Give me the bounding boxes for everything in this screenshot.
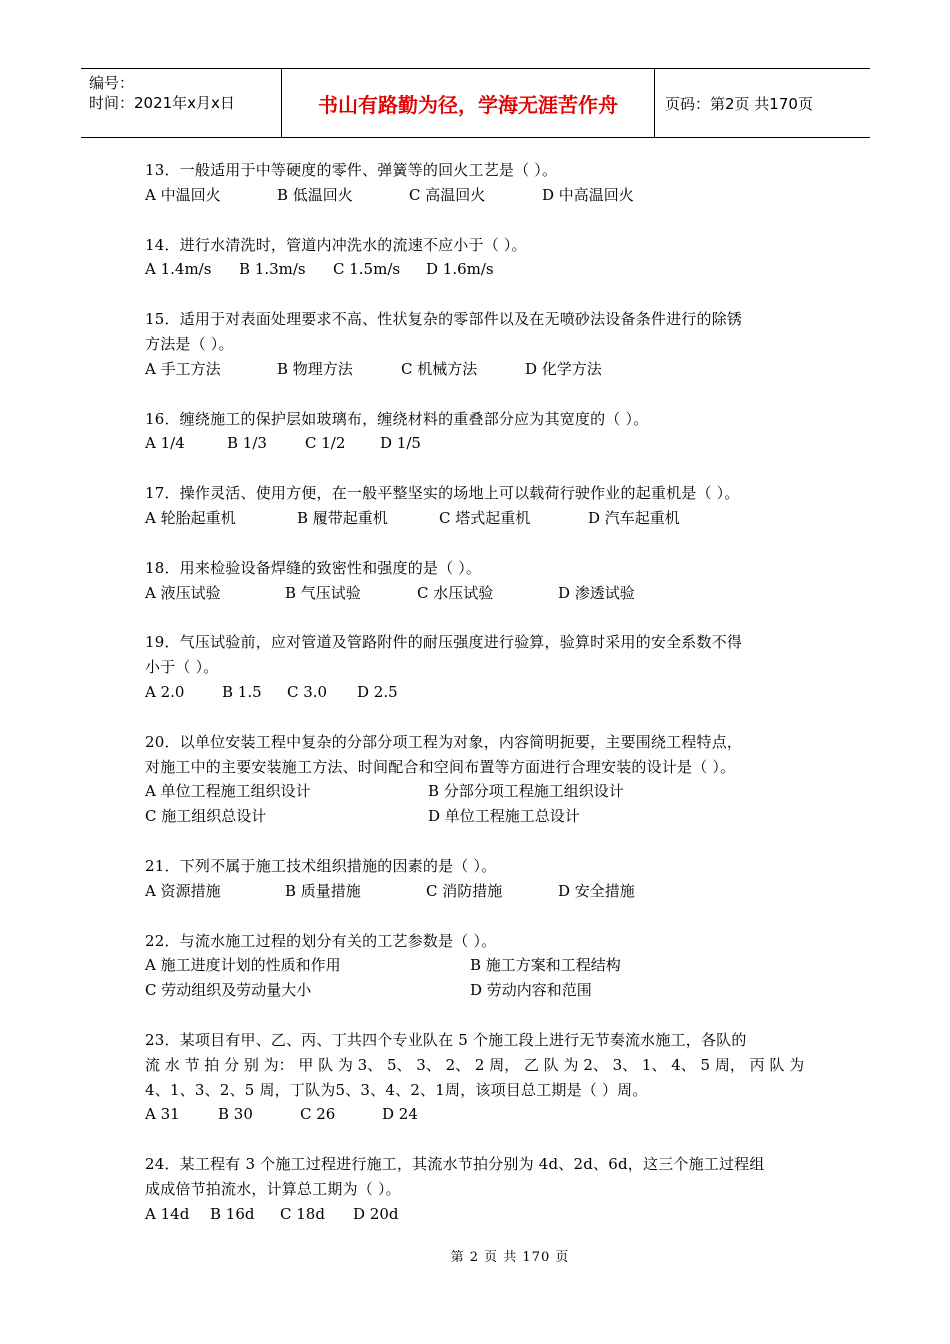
option-b: B 分部分项工程施工组织设计 — [428, 782, 624, 801]
question-options — [145, 879, 815, 904]
header-table — [81, 68, 870, 138]
question-stem: 4、1、3、2、5 周，丁队为5、3、4、2、1周，该项目总工期是（ ）周。 — [145, 1080, 648, 1099]
option-d: D 24 — [382, 1105, 418, 1124]
option-a: A 单位工程施工组织设计 — [145, 782, 311, 801]
question-options — [145, 506, 815, 531]
question-stem: 15．适用于对表面处理要求不高、性状复杂的零部件以及在无喷砂法设备条件进行的除锈 — [145, 310, 743, 329]
option-a: A 液压试验 — [145, 583, 221, 602]
question-19 — [145, 630, 815, 704]
option-a: A 2.0 — [145, 682, 185, 701]
option-d: D 2.5 — [357, 682, 398, 701]
option-a: A 轮胎起重机 — [145, 508, 236, 527]
option-c: C 水压试验 — [417, 583, 494, 602]
option-d: D 1/5 — [380, 434, 421, 453]
question-options — [145, 357, 815, 382]
option-a: A 14d — [145, 1204, 190, 1223]
option-d: D 劳动内容和范围 — [470, 981, 592, 1000]
option-b: B 1.5 — [222, 682, 262, 701]
option-d: D 渗透试验 — [558, 583, 635, 602]
option-a: A 施工进度计划的性质和作用 — [145, 956, 341, 975]
question-stem: 16．缠绕施工的保护层如玻璃布，缠绕材料的重叠部分应为其宽度的（ ）。 — [145, 409, 649, 428]
question-options — [145, 581, 815, 606]
header-left-cell — [81, 69, 282, 137]
question-stem: 21．下列不属于施工技术组织措施的因素的是（ ）。 — [145, 856, 497, 875]
question-options — [145, 257, 815, 282]
option-a: A 资源措施 — [145, 881, 221, 900]
question-list — [145, 158, 815, 1252]
page-footer: 第 2 页 共 170 页 — [450, 1250, 570, 1265]
option-c: C 高温回火 — [409, 185, 486, 204]
question-stem: 对施工中的主要安装施工方法、时间配合和空间布置等方面进行合理安装的设计是（ ）。 — [145, 757, 736, 776]
option-c: C 施工组织总设计 — [145, 807, 267, 826]
question-stem: 23．某项目有甲、乙、丙、丁共四个专业队在 5 个施工段上进行无节奏流水施工，各队的 — [145, 1030, 747, 1049]
option-a: A 1.4m/s — [145, 260, 212, 279]
option-d: D 1.6m/s — [426, 260, 494, 279]
option-c: C 18d — [280, 1204, 325, 1223]
question-22 — [145, 929, 815, 1003]
question-17 — [145, 481, 815, 531]
option-c: C 塔式起重机 — [439, 508, 531, 527]
option-c: C 消防措施 — [426, 881, 503, 900]
code-label: 编号： — [89, 74, 135, 92]
header-page-info: 页码：第2页 共170页 — [665, 94, 813, 113]
question-stem: 小于（ ）。 — [145, 658, 219, 677]
question-stem: 19．气压试验前，应对管道及管路附件的耐压强度进行验算，验算时采用的安全系数不得 — [145, 633, 743, 652]
question-23 — [145, 1028, 815, 1127]
option-b: B 物理方法 — [277, 359, 353, 378]
question-options — [145, 183, 815, 208]
question-18 — [145, 556, 815, 606]
question-options — [145, 1202, 815, 1227]
question-15 — [145, 307, 815, 381]
option-b: B 30 — [218, 1105, 253, 1124]
question-16 — [145, 407, 815, 457]
question-options — [145, 431, 815, 456]
option-d: D 中高温回火 — [542, 185, 634, 204]
option-d: D 20d — [353, 1204, 399, 1223]
question-options — [145, 953, 815, 1003]
question-13 — [145, 158, 815, 208]
question-stem: 24．某工程有 3 个施工过程进行施工，其流水节拍分别为 4d、2d、6d，这三个施工过程组 — [145, 1155, 765, 1174]
option-c: C 26 — [300, 1105, 336, 1124]
option-a: A 31 — [145, 1105, 180, 1124]
question-stem: 14．进行水清洗时，管道内冲洗水的流速不应小于（ ）。 — [145, 235, 527, 254]
option-d: D 安全措施 — [558, 881, 635, 900]
question-options — [145, 779, 815, 829]
option-b: B 1/3 — [227, 434, 267, 453]
header-motto: 书山有路勤为径，学海无涯苦作舟 — [282, 69, 655, 137]
question-stem: 方法是（ ）。 — [145, 334, 234, 353]
option-b: B 履带起重机 — [297, 508, 388, 527]
option-b: B 气压试验 — [285, 583, 361, 602]
option-a: A 手工方法 — [145, 359, 221, 378]
question-stem: 13．一般适用于中等硬度的零件、弹簧等的回火工艺是（ ）。 — [145, 161, 558, 179]
time-label: 时间：2021年x月x日 — [89, 94, 235, 112]
option-d: D 化学方法 — [525, 359, 602, 378]
option-b: B 1.3m/s — [239, 260, 306, 279]
question-stem: 成成倍节拍流水，计算总工期为（ ）。 — [145, 1179, 401, 1198]
option-c: C 劳动组织及劳动量大小 — [145, 981, 312, 1000]
option-b: B 16d — [210, 1204, 255, 1223]
option-c: C 1/2 — [305, 434, 346, 453]
question-stem: 流 水 节 拍 分 别 为： 甲 队 为 3、 5、 3、 2、 2 周， 乙 队 为 2、 3、 1、 4、 5 周， 丙 队 为 — [145, 1055, 805, 1074]
question-options — [145, 1102, 815, 1127]
question-14 — [145, 233, 815, 283]
option-c: C 机械方法 — [401, 359, 478, 378]
option-a: A 1/4 — [145, 434, 185, 453]
question-stem: 22．与流水施工过程的划分有关的工艺参数是（ ）。 — [145, 931, 497, 950]
option-b: B 施工方案和工程结构 — [470, 956, 621, 975]
question-20 — [145, 730, 815, 829]
option-d: D 汽车起重机 — [588, 508, 680, 527]
question-stem: 20．以单位安装工程中复杂的分部分项工程为对象，内容简明扼要，主要围绕工程特点， — [145, 732, 743, 751]
question-stem: 18．用来检验设备焊缝的致密性和强度的是（ ）。 — [145, 558, 482, 577]
option-c: C 3.0 — [287, 682, 328, 701]
question-options — [145, 680, 815, 705]
option-b: B 低温回火 — [277, 185, 353, 204]
question-24 — [145, 1152, 815, 1226]
option-c: C 1.5m/s — [333, 260, 401, 279]
option-d: D 单位工程施工总设计 — [428, 807, 580, 826]
option-a: A 中温回火 — [145, 185, 221, 204]
question-21 — [145, 854, 815, 904]
option-b: B 质量措施 — [285, 881, 361, 900]
question-stem: 17．操作灵活、使用方便，在一般平整坚实的场地上可以载荷行驶作业的起重机是（ ）。 — [145, 484, 740, 503]
